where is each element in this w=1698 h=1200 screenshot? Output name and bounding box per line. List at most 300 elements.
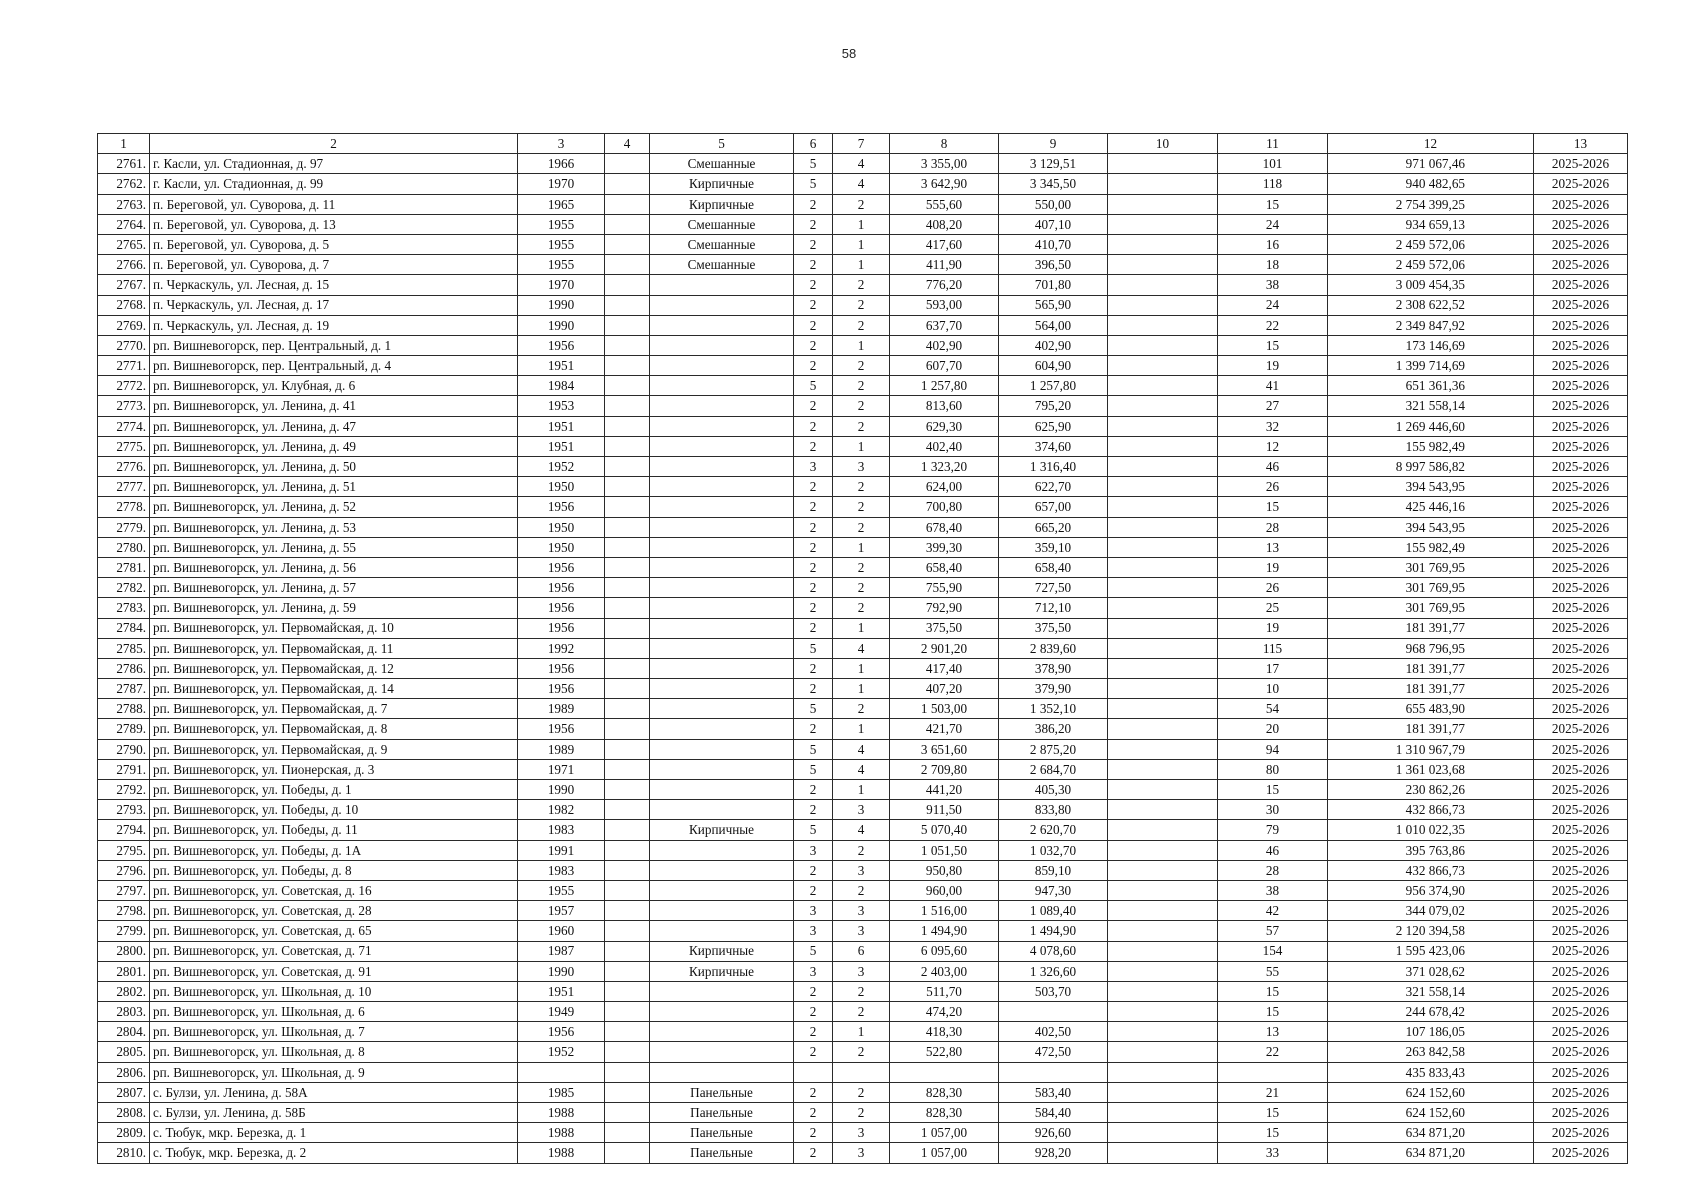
- table-cell-col-10: [1108, 860, 1218, 880]
- table-cell-col-11: 17: [1218, 658, 1328, 678]
- table-cell-col-1: 2790.: [98, 739, 150, 759]
- table-cell-col-10: [1108, 335, 1218, 355]
- table-cell-col-6: 2: [794, 618, 833, 638]
- table-cell-col-4: [605, 537, 650, 557]
- table-cell-col-13: 2025-2026: [1534, 800, 1628, 820]
- table-cell-col-5: Смешанные: [650, 234, 794, 254]
- table-cell-col-10: [1108, 1002, 1218, 1022]
- table-cell-col-3: 1953: [518, 396, 605, 416]
- table-cell-col-9: 374,60: [999, 436, 1108, 456]
- table-cell-col-11: 32: [1218, 416, 1328, 436]
- table-cell-col-13: 2025-2026: [1534, 1042, 1628, 1062]
- table-cell-col-13: 2025-2026: [1534, 981, 1628, 1001]
- table-cell-col-4: [605, 497, 650, 517]
- table-cell-col-8: 792,90: [890, 598, 999, 618]
- table-cell-col-5: Смешанные: [650, 154, 794, 174]
- table-cell-col-11: 12: [1218, 436, 1328, 456]
- table-cell-col-10: [1108, 497, 1218, 517]
- table-cell-col-8: 678,40: [890, 517, 999, 537]
- table-cell-col-8: 522,80: [890, 1042, 999, 1062]
- table-cell-col-1: 2762.: [98, 174, 150, 194]
- table-cell-col-7: 1: [833, 658, 890, 678]
- table-cell-col-5: [650, 416, 794, 436]
- table-cell-col-6: 5: [794, 739, 833, 759]
- table-row: [98, 1022, 1628, 1042]
- table-cell-col-4: [605, 1082, 650, 1102]
- table-cell-col-13: 2025-2026: [1534, 255, 1628, 275]
- table-cell-col-11: 20: [1218, 719, 1328, 739]
- table-cell-col-6: 2: [794, 275, 833, 295]
- table-cell-col-2: рп. Вишневогорск, ул. Победы, д. 8: [150, 860, 518, 880]
- table-cell-col-10: [1108, 436, 1218, 456]
- table-cell-col-9: 727,50: [999, 578, 1108, 598]
- table-cell-col-11: 25: [1218, 598, 1328, 618]
- table-cell-col-13: 2025-2026: [1534, 557, 1628, 577]
- table-cell-col-2: рп. Вишневогорск, ул. Пионерская, д. 3: [150, 759, 518, 779]
- table-cell-col-4: [605, 356, 650, 376]
- table-cell-col-5: [650, 1002, 794, 1022]
- table-cell-col-7: 2: [833, 598, 890, 618]
- table-cell-col-13: 2025-2026: [1534, 679, 1628, 699]
- table-cell-col-1: 2767.: [98, 275, 150, 295]
- table-cell-col-11: 57: [1218, 921, 1328, 941]
- table-cell-col-9: 2 620,70: [999, 820, 1108, 840]
- table-cell-col-3: 1990: [518, 295, 605, 315]
- table-cell-col-6: 5: [794, 699, 833, 719]
- table-cell-col-9: 665,20: [999, 517, 1108, 537]
- table-cell-col-12: 432 866,73: [1328, 860, 1534, 880]
- table-cell-col-1: 2783.: [98, 598, 150, 618]
- table-cell-col-1: 2769.: [98, 315, 150, 335]
- table-cell-col-1: 2761.: [98, 154, 150, 174]
- table-cell-col-6: 2: [794, 1002, 833, 1022]
- table-cell-col-4: [605, 1143, 650, 1163]
- table-cell-col-4: [605, 658, 650, 678]
- table-cell-col-13: 2025-2026: [1534, 1123, 1628, 1143]
- table-cell-col-10: [1108, 356, 1218, 376]
- table-cell-col-11: 38: [1218, 275, 1328, 295]
- table-cell-col-12: 181 391,77: [1328, 719, 1534, 739]
- table-cell-col-5: [650, 679, 794, 699]
- table-cell-col-8: 607,70: [890, 356, 999, 376]
- table-cell-col-8: 828,30: [890, 1082, 999, 1102]
- table-cell-col-9: 859,10: [999, 860, 1108, 880]
- table-cell-col-11: 80: [1218, 759, 1328, 779]
- table-cell-col-5: Кирпичные: [650, 820, 794, 840]
- table-cell-col-6: 2: [794, 214, 833, 234]
- table-row: [98, 820, 1628, 840]
- table-cell-col-8: 402,90: [890, 335, 999, 355]
- table-cell-col-4: [605, 578, 650, 598]
- table-cell-col-10: [1108, 255, 1218, 275]
- table-cell-col-8: 421,70: [890, 719, 999, 739]
- table-cell-col-4: [605, 800, 650, 820]
- table-cell-col-3: 1971: [518, 759, 605, 779]
- table-cell-col-4: [605, 477, 650, 497]
- table-cell-col-3: 1956: [518, 719, 605, 739]
- table-row: [98, 557, 1628, 577]
- table-cell-col-4: [605, 174, 650, 194]
- table-cell-col-12: 371 028,62: [1328, 961, 1534, 981]
- table-cell-col-1: 2794.: [98, 820, 150, 840]
- table-cell-col-10: [1108, 658, 1218, 678]
- table-cell-col-4: [605, 598, 650, 618]
- table-cell-col-12: 971 067,46: [1328, 154, 1534, 174]
- table-cell-col-3: 1970: [518, 275, 605, 295]
- table-cell-col-11: 94: [1218, 739, 1328, 759]
- table-cell-col-13: 2025-2026: [1534, 517, 1628, 537]
- table-cell-col-2: рп. Вишневогорск, ул. Первомайская, д. 7: [150, 699, 518, 719]
- table-cell-col-9: 396,50: [999, 255, 1108, 275]
- table-cell-col-3: 1955: [518, 880, 605, 900]
- table-cell-col-5: [650, 638, 794, 658]
- table-cell-col-1: 2768.: [98, 295, 150, 315]
- table-row: [98, 901, 1628, 921]
- table-cell-col-2: рп. Вишневогорск, ул. Победы, д. 1: [150, 780, 518, 800]
- table-cell-col-2: рп. Вишневогорск, ул. Первомайская, д. 8: [150, 719, 518, 739]
- table-cell-col-9: 584,40: [999, 1103, 1108, 1123]
- table-cell-col-2: рп. Вишневогорск, ул. Школьная, д. 9: [150, 1062, 518, 1082]
- table-cell-col-8: 950,80: [890, 860, 999, 880]
- table-cell-col-13: 2025-2026: [1534, 537, 1628, 557]
- table-cell-col-9: 565,90: [999, 295, 1108, 315]
- table-cell-col-12: 435 833,43: [1328, 1062, 1534, 1082]
- column-header-9: 9: [999, 134, 1108, 154]
- column-header-8: 8: [890, 134, 999, 154]
- table-cell-col-4: [605, 457, 650, 477]
- table-cell-col-11: 30: [1218, 800, 1328, 820]
- table-cell-col-2: рп. Вишневогорск, ул. Ленина, д. 53: [150, 517, 518, 537]
- table-cell-col-5: [650, 578, 794, 598]
- table-cell-col-1: 2781.: [98, 557, 150, 577]
- table-cell-col-13: 2025-2026: [1534, 759, 1628, 779]
- table-cell-col-10: [1108, 699, 1218, 719]
- table-cell-col-11: 54: [1218, 699, 1328, 719]
- table-cell-col-8: 417,60: [890, 234, 999, 254]
- table-row: [98, 840, 1628, 860]
- table-cell-col-11: 24: [1218, 214, 1328, 234]
- table-cell-col-10: [1108, 1042, 1218, 1062]
- table-cell-col-5: [650, 921, 794, 941]
- table-cell-col-13: 2025-2026: [1534, 901, 1628, 921]
- table-cell-col-1: 2775.: [98, 436, 150, 456]
- table-cell-col-12: 651 361,36: [1328, 376, 1534, 396]
- table-cell-col-2: рп. Вишневогорск, ул. Ленина, д. 47: [150, 416, 518, 436]
- column-header-6: 6: [794, 134, 833, 154]
- table-cell-col-12: 2 754 399,25: [1328, 194, 1534, 214]
- table-cell-col-8: 755,90: [890, 578, 999, 598]
- table-cell-col-7: 2: [833, 1082, 890, 1102]
- table-cell-col-5: Смешанные: [650, 255, 794, 275]
- table-cell-col-4: [605, 214, 650, 234]
- table-cell-col-1: 2800.: [98, 941, 150, 961]
- table-cell-col-9: 658,40: [999, 557, 1108, 577]
- table-cell-col-8: 960,00: [890, 880, 999, 900]
- table-cell-col-11: 15: [1218, 1103, 1328, 1123]
- table-row: [98, 1082, 1628, 1102]
- table-cell-col-3: 1989: [518, 699, 605, 719]
- table-row: [98, 1123, 1628, 1143]
- table-cell-col-13: 2025-2026: [1534, 214, 1628, 234]
- table-cell-col-6: 2: [794, 416, 833, 436]
- table-cell-col-3: 1989: [518, 739, 605, 759]
- table-cell-col-7: 2: [833, 1103, 890, 1123]
- table-row: [98, 356, 1628, 376]
- table-row: [98, 921, 1628, 941]
- table-cell-col-3: 1984: [518, 376, 605, 396]
- table-cell-col-7: 1: [833, 719, 890, 739]
- table-cell-col-1: 2764.: [98, 214, 150, 234]
- table-cell-col-6: 2: [794, 679, 833, 699]
- table-cell-col-6: [794, 1062, 833, 1082]
- table-cell-col-2: рп. Вишневогорск, ул. Ленина, д. 55: [150, 537, 518, 557]
- table-cell-col-6: 2: [794, 255, 833, 275]
- table-cell-col-7: 4: [833, 638, 890, 658]
- table-cell-col-1: 2765.: [98, 234, 150, 254]
- table-cell-col-12: 1 310 967,79: [1328, 739, 1534, 759]
- table-cell-col-10: [1108, 315, 1218, 335]
- table-cell-col-11: 26: [1218, 578, 1328, 598]
- table-row: [98, 537, 1628, 557]
- table-cell-col-7: 2: [833, 194, 890, 214]
- table-cell-col-1: 2796.: [98, 860, 150, 880]
- table-cell-col-10: [1108, 759, 1218, 779]
- table-cell-col-2: рп. Вишневогорск, ул. Советская, д. 91: [150, 961, 518, 981]
- table-cell-col-11: 118: [1218, 174, 1328, 194]
- column-header-5: 5: [650, 134, 794, 154]
- table-cell-col-9: 402,50: [999, 1022, 1108, 1042]
- table-cell-col-4: [605, 1002, 650, 1022]
- table-cell-col-8: 2 709,80: [890, 759, 999, 779]
- table-cell-col-10: [1108, 537, 1218, 557]
- table-cell-col-4: [605, 557, 650, 577]
- table-cell-col-10: [1108, 800, 1218, 820]
- table-cell-col-7: 4: [833, 154, 890, 174]
- table-cell-col-8: 417,40: [890, 658, 999, 678]
- column-header-2: 2: [150, 134, 518, 154]
- table-cell-col-5: [650, 315, 794, 335]
- table-cell-col-11: 55: [1218, 961, 1328, 981]
- table-cell-col-8: 3 651,60: [890, 739, 999, 759]
- table-cell-col-3: 1951: [518, 356, 605, 376]
- table-cell-col-12: 395 763,86: [1328, 840, 1534, 860]
- table-row: [98, 1062, 1628, 1082]
- table-cell-col-12: 394 543,95: [1328, 517, 1534, 537]
- table-cell-col-12: 301 769,95: [1328, 557, 1534, 577]
- table-cell-col-6: 3: [794, 457, 833, 477]
- table-cell-col-3: 1956: [518, 679, 605, 699]
- table-cell-col-3: 1987: [518, 941, 605, 961]
- table-cell-col-11: 15: [1218, 780, 1328, 800]
- table-cell-col-9: 407,10: [999, 214, 1108, 234]
- table-row: [98, 759, 1628, 779]
- table-cell-col-13: 2025-2026: [1534, 295, 1628, 315]
- table-cell-col-10: [1108, 457, 1218, 477]
- table-row: [98, 860, 1628, 880]
- table-cell-col-11: 26: [1218, 477, 1328, 497]
- table-cell-col-11: 13: [1218, 1022, 1328, 1042]
- table-cell-col-12: 655 483,90: [1328, 699, 1534, 719]
- table-cell-col-7: 2: [833, 477, 890, 497]
- table-cell-col-6: 5: [794, 941, 833, 961]
- table-cell-col-2: рп. Вишневогорск, ул. Ленина, д. 41: [150, 396, 518, 416]
- table-cell-col-13: 2025-2026: [1534, 780, 1628, 800]
- table-cell-col-2: рп. Вишневогорск, ул. Советская, д. 71: [150, 941, 518, 961]
- table-cell-col-8: 411,90: [890, 255, 999, 275]
- table-cell-col-8: 1 057,00: [890, 1143, 999, 1163]
- table-cell-col-11: 10: [1218, 679, 1328, 699]
- table-cell-col-11: 15: [1218, 497, 1328, 517]
- table-cell-col-5: Кирпичные: [650, 961, 794, 981]
- table-cell-col-1: 2780.: [98, 537, 150, 557]
- table-cell-col-3: 1951: [518, 981, 605, 1001]
- table-cell-col-9: 503,70: [999, 981, 1108, 1001]
- table-cell-col-1: 2797.: [98, 880, 150, 900]
- table-cell-col-8: 658,40: [890, 557, 999, 577]
- table-cell-col-7: 2: [833, 396, 890, 416]
- table-cell-col-11: 42: [1218, 901, 1328, 921]
- table-cell-col-13: 2025-2026: [1534, 658, 1628, 678]
- table-cell-col-11: 28: [1218, 860, 1328, 880]
- table-cell-col-12: 181 391,77: [1328, 679, 1534, 699]
- table-cell-col-10: [1108, 719, 1218, 739]
- table-cell-col-11: 19: [1218, 356, 1328, 376]
- table-cell-col-5: [650, 598, 794, 618]
- table-cell-col-7: 1: [833, 214, 890, 234]
- table-cell-col-11: 27: [1218, 396, 1328, 416]
- table-cell-col-4: [605, 194, 650, 214]
- table-cell-col-10: [1108, 1103, 1218, 1123]
- table-cell-col-5: [650, 618, 794, 638]
- table-cell-col-2: с. Тюбук, мкр. Березка, д. 2: [150, 1143, 518, 1163]
- table-cell-col-5: [650, 295, 794, 315]
- table-cell-col-13: 2025-2026: [1534, 174, 1628, 194]
- table-cell-col-1: 2778.: [98, 497, 150, 517]
- table-cell-col-5: [650, 780, 794, 800]
- table-cell-col-13: 2025-2026: [1534, 335, 1628, 355]
- table-cell-col-1: 2789.: [98, 719, 150, 739]
- table-cell-col-11: 13: [1218, 537, 1328, 557]
- table-cell-col-13: 2025-2026: [1534, 1062, 1628, 1082]
- table-cell-col-6: 2: [794, 1123, 833, 1143]
- table-cell-col-9: 1 326,60: [999, 961, 1108, 981]
- table-cell-col-4: [605, 315, 650, 335]
- table-row: [98, 699, 1628, 719]
- table-cell-col-10: [1108, 416, 1218, 436]
- table-cell-col-7: 2: [833, 981, 890, 1001]
- table-cell-col-3: 1982: [518, 800, 605, 820]
- table-cell-col-2: рп. Вишневогорск, ул. Школьная, д. 6: [150, 1002, 518, 1022]
- table-cell-col-6: 2: [794, 1082, 833, 1102]
- table-cell-col-9: 2 875,20: [999, 739, 1108, 759]
- table-cell-col-3: 1955: [518, 214, 605, 234]
- table-cell-col-1: 2804.: [98, 1022, 150, 1042]
- table-cell-col-9: 622,70: [999, 477, 1108, 497]
- table-cell-col-7: 1: [833, 234, 890, 254]
- table-row: [98, 981, 1628, 1001]
- table-cell-col-12: 344 079,02: [1328, 901, 1534, 921]
- table-cell-col-5: [650, 699, 794, 719]
- table-row: [98, 880, 1628, 900]
- table-cell-col-9: 657,00: [999, 497, 1108, 517]
- table-cell-col-11: 46: [1218, 457, 1328, 477]
- table-cell-col-9: 1 316,40: [999, 457, 1108, 477]
- table-cell-col-12: 940 482,65: [1328, 174, 1534, 194]
- table-row: [98, 1042, 1628, 1062]
- table-cell-col-13: 2025-2026: [1534, 1082, 1628, 1102]
- table-cell-col-2: п. Черкаскуль, ул. Лесная, д. 17: [150, 295, 518, 315]
- table-cell-col-12: 634 871,20: [1328, 1143, 1534, 1163]
- table-row: [98, 638, 1628, 658]
- column-header-13: 13: [1534, 134, 1628, 154]
- table-cell-col-8: 407,20: [890, 679, 999, 699]
- table-cell-col-2: рп. Вишневогорск, ул. Победы, д. 11: [150, 820, 518, 840]
- table-row: [98, 941, 1628, 961]
- table-cell-col-3: 1952: [518, 1042, 605, 1062]
- table-cell-col-13: 2025-2026: [1534, 1103, 1628, 1123]
- table-cell-col-6: 2: [794, 335, 833, 355]
- table-row: [98, 335, 1628, 355]
- table-cell-col-11: 41: [1218, 376, 1328, 396]
- table-cell-col-7: 4: [833, 739, 890, 759]
- column-header-11: 11: [1218, 134, 1328, 154]
- table-cell-col-5: Кирпичные: [650, 194, 794, 214]
- table-row: [98, 436, 1628, 456]
- table-cell-col-4: [605, 416, 650, 436]
- table-cell-col-8: 1 503,00: [890, 699, 999, 719]
- table-cell-col-7: 2: [833, 557, 890, 577]
- table-cell-col-12: 1 399 714,69: [1328, 356, 1534, 376]
- table-cell-col-10: [1108, 780, 1218, 800]
- table-cell-col-4: [605, 679, 650, 699]
- table-cell-col-13: 2025-2026: [1534, 638, 1628, 658]
- table-cell-col-6: 2: [794, 1042, 833, 1062]
- table-cell-col-6: 2: [794, 981, 833, 1001]
- table-cell-col-2: рп. Вишневогорск, ул. Ленина, д. 57: [150, 578, 518, 598]
- table-cell-col-4: [605, 860, 650, 880]
- table-cell-col-8: 418,30: [890, 1022, 999, 1042]
- table-cell-col-6: 2: [794, 557, 833, 577]
- table-cell-col-8: 3 642,90: [890, 174, 999, 194]
- table-cell-col-7: 1: [833, 436, 890, 456]
- column-header-4: 4: [605, 134, 650, 154]
- table-cell-col-8: 828,30: [890, 1103, 999, 1123]
- table-cell-col-6: 2: [794, 517, 833, 537]
- table-cell-col-5: [650, 335, 794, 355]
- table-cell-col-2: г. Касли, ул. Стадионная, д. 97: [150, 154, 518, 174]
- table-cell-col-13: 2025-2026: [1534, 598, 1628, 618]
- table-cell-col-2: п. Береговой, ул. Суворова, д. 7: [150, 255, 518, 275]
- table-cell-col-2: рп. Вишневогорск, ул. Школьная, д. 7: [150, 1022, 518, 1042]
- table-cell-col-4: [605, 618, 650, 638]
- table-cell-col-2: рп. Вишневогорск, ул. Советская, д. 65: [150, 921, 518, 941]
- table-cell-col-5: [650, 275, 794, 295]
- table-cell-col-7: 3: [833, 457, 890, 477]
- table-cell-col-3: 1960: [518, 921, 605, 941]
- table-cell-col-1: 2810.: [98, 1143, 150, 1163]
- table-cell-col-5: Панельные: [650, 1123, 794, 1143]
- table-cell-col-12: 2 459 572,06: [1328, 255, 1534, 275]
- table-cell-col-9: 410,70: [999, 234, 1108, 254]
- table-cell-col-12: 155 982,49: [1328, 436, 1534, 456]
- table-cell-col-4: [605, 255, 650, 275]
- table-cell-col-9: 359,10: [999, 537, 1108, 557]
- table-cell-col-1: 2763.: [98, 194, 150, 214]
- table-cell-col-7: 1: [833, 679, 890, 699]
- table-row: [98, 961, 1628, 981]
- table-cell-col-1: 2776.: [98, 457, 150, 477]
- table-cell-col-3: 1990: [518, 315, 605, 335]
